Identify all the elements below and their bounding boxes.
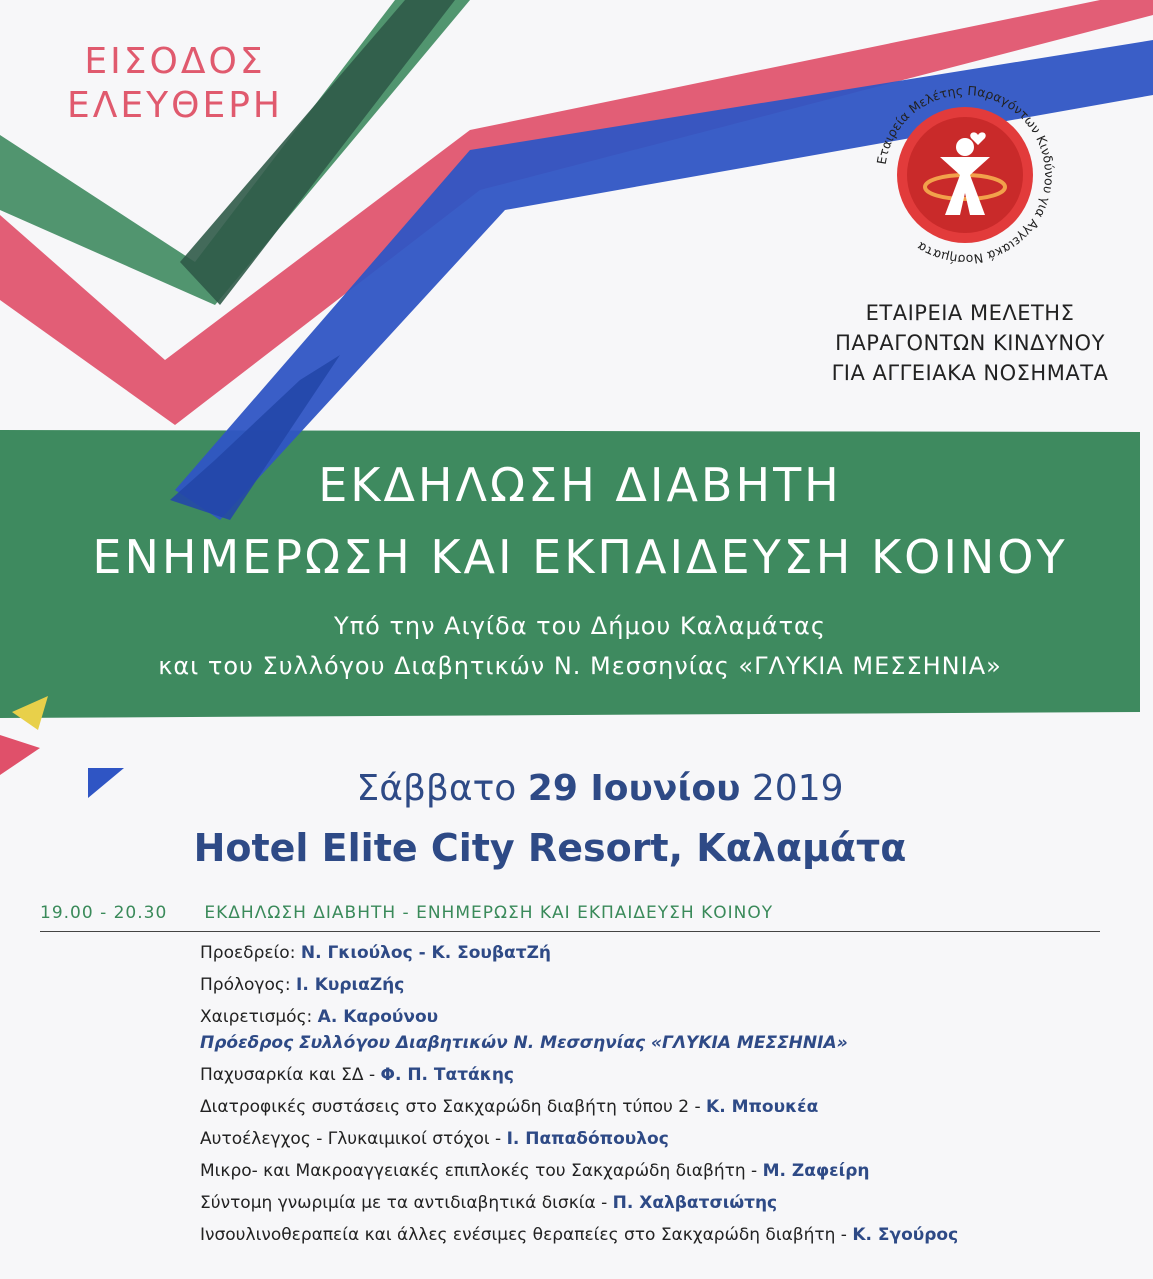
event-year: 2019 [751, 768, 844, 809]
program-item [200, 1032, 1140, 1054]
program-speaker: Ι. ΚυριαΖής [296, 975, 405, 995]
program-item [200, 1096, 1140, 1118]
program-topic: Πρόλογος: [200, 975, 297, 995]
session-time: 19.00 - 20.30 [40, 903, 168, 923]
session-header [40, 903, 1100, 923]
event-date [200, 768, 1000, 809]
blue-triangle [88, 768, 124, 798]
person-heart-logo [870, 75, 1060, 275]
event-day: Σάββατο [356, 768, 517, 809]
program-item [200, 1224, 1140, 1246]
program-topic: Ινσουλινοθεραπεία και άλλες ενέσιμες θεραπείες στο Σακχαρώδη διαβήτη - [200, 1225, 853, 1245]
program-speaker: Α. Καρούνου [317, 1007, 439, 1027]
session-title: ΕΚΔΗΛΩΣΗ ΔΙΑΒΗΤΗ - ΕΝΗΜΕΡΩΣΗ ΚΑΙ ΕΚΠΑΙΔΕΥΣΗ ΚΟΙΝΟΥ [204, 903, 774, 923]
organization-name [800, 298, 1140, 388]
program-speaker: Π. Χαλβατσιώτης [612, 1193, 778, 1213]
patronage-line1: Υπό την Αιγίδα του Δήμου Καλαμάτας [334, 612, 826, 640]
program-item [200, 942, 1140, 964]
program-topic: Διατροφικές συστάσεις στο Σακχαρώδη διαβήτη τύπου 2 - [200, 1097, 707, 1117]
event-day-month: 29 Ιουνίου [527, 768, 741, 809]
free-entry-line2: ΕΛΕΥΘΕΡΗ [67, 85, 283, 126]
program-list [200, 942, 1140, 1256]
program-topic: Μικρο- και Μακροαγγειακές επιπλοκές του Σακχαρώδη διαβήτη - [200, 1161, 763, 1181]
free-entry-notice [40, 40, 310, 128]
program-speaker: Πρόεδρος Συλλόγου Διαβητικών Ν. Μεσσηνίας «ΓΛΥΚΙΑ ΜΕΣΣΗΝΙΑ» [200, 1033, 848, 1053]
logo-ring-text: Εταιρεία Μελέτης Παραγόντων Κινδύνου για Αγγειακά Νοσήματα [873, 82, 1058, 268]
program-topic: Προεδρείο: [200, 943, 301, 963]
red-triangle [0, 735, 40, 775]
program-item [200, 1006, 1140, 1028]
program-speaker: Κ. Σγούρος [852, 1225, 959, 1245]
program-topic: Σύντομη γνωριμία με τα αντιδιαβητικά δισκία - [200, 1193, 613, 1213]
org-line2: ΠΑΡΑΓΟΝΤΩΝ ΚΙΝΔΥΝΟΥ [835, 331, 1105, 355]
program-item [200, 1064, 1140, 1086]
program-speaker: Ν. Γκιούλος - Κ. ΣουβατΖή [300, 943, 551, 963]
program-item [200, 1192, 1140, 1214]
event-venue: Hotel Elite City Resort, Καλαμάτα [193, 826, 907, 870]
program-item [200, 974, 1140, 996]
program-item [200, 1128, 1140, 1150]
program-speaker: Ι. Παπαδόπουλος [506, 1129, 669, 1149]
program-speaker: Κ. Μπουκέα [706, 1097, 819, 1117]
free-entry-line1: ΕΙΣΟΔΟΣ [84, 41, 266, 82]
patronage-line2: και του Συλλόγου Διαβητικών Ν. Μεσσηνίας «ΓΛΥΚΙΑ ΜΕΣΣΗΝΙΑ» [158, 652, 1002, 680]
event-subtitle-title: ΕΝΗΜΕΡΩΣΗ ΚΑΙ ΕΚΠΑΙΔΕΥΣΗ ΚΟΙΝΟΥ [92, 530, 1068, 584]
org-line1: ΕΤΑΙΡΕΙΑ ΜΕΛΕΤΗΣ [865, 301, 1075, 325]
divider [40, 931, 1100, 932]
program-topic: Αυτοέλεγχος - Γλυκαιμικοί στόχοι - [200, 1129, 507, 1149]
program-speaker: Μ. Ζαφείρη [762, 1161, 870, 1181]
event-title: ΕΚΔΗΛΩΣΗ ΔΙΑΒΗΤΗ [318, 458, 842, 512]
program-speaker: Φ. Π. Τατάκης [380, 1065, 514, 1085]
program-topic: Χαιρετισμός: [200, 1007, 318, 1027]
program-item [200, 1160, 1140, 1182]
org-line3: ΓΙΑ ΑΓΓΕΙΑΚΑ ΝΟΣΗΜΑΤΑ [831, 361, 1109, 385]
program-topic: Παχυσαρκία και ΣΔ - [200, 1065, 381, 1085]
